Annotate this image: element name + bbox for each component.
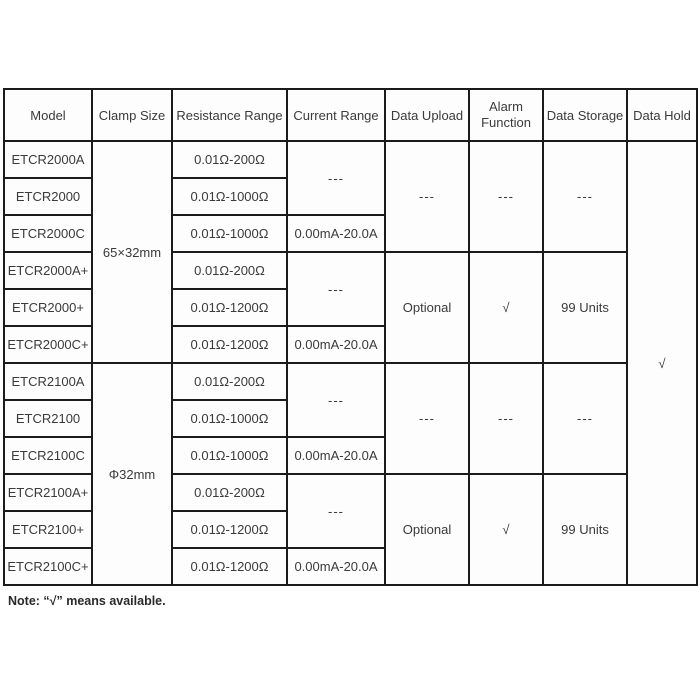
model-cell: ETCR2100C+ xyxy=(4,548,92,585)
model-cell: ETCR2000C+ xyxy=(4,326,92,363)
alarm-function-cell: √ xyxy=(469,252,543,363)
header-data-hold: Data Hold xyxy=(627,89,697,141)
data-storage-cell: --- xyxy=(543,363,627,474)
alarm-function-cell: √ xyxy=(469,474,543,585)
header-resistance-range: Resistance Range xyxy=(172,89,287,141)
resistance-cell: 0.01Ω-1200Ω xyxy=(172,548,287,585)
resistance-cell: 0.01Ω-1200Ω xyxy=(172,511,287,548)
current-range-cell: --- xyxy=(287,474,385,548)
clamp-size-cell: Φ32mm xyxy=(92,363,172,585)
current-range-cell: 0.00mA-20.0A xyxy=(287,326,385,363)
data-storage-cell: 99 Units xyxy=(543,252,627,363)
resistance-cell: 0.01Ω-200Ω xyxy=(172,252,287,289)
current-range-cell: 0.00mA-20.0A xyxy=(287,215,385,252)
current-range-cell: 0.00mA-20.0A xyxy=(287,548,385,585)
model-cell: ETCR2000A xyxy=(4,141,92,178)
resistance-cell: 0.01Ω-200Ω xyxy=(172,363,287,400)
model-cell: ETCR2000A+ xyxy=(4,252,92,289)
availability-note: Note: “√” means available. xyxy=(8,594,166,608)
model-cell: ETCR2100+ xyxy=(4,511,92,548)
model-cell: ETCR2000 xyxy=(4,178,92,215)
model-cell: ETCR2100A+ xyxy=(4,474,92,511)
current-range-cell: --- xyxy=(287,363,385,437)
clamp-size-cell: 65×32mm xyxy=(92,141,172,363)
data-upload-cell: Optional xyxy=(385,252,469,363)
model-cell: ETCR2100A xyxy=(4,363,92,400)
data-upload-cell: --- xyxy=(385,141,469,252)
data-storage-cell: --- xyxy=(543,141,627,252)
table-row xyxy=(4,363,697,400)
data-storage-cell: 99 Units xyxy=(543,474,627,585)
header-row xyxy=(4,89,697,141)
data-hold-cell: √ xyxy=(627,141,697,585)
current-range-cell: 0.00mA-20.0A xyxy=(287,437,385,474)
data-upload-cell: --- xyxy=(385,363,469,474)
resistance-cell: 0.01Ω-200Ω xyxy=(172,141,287,178)
resistance-cell: 0.01Ω-1200Ω xyxy=(172,326,287,363)
table-row xyxy=(4,141,697,178)
header-model: Model xyxy=(4,89,92,141)
model-cell: ETCR2000+ xyxy=(4,289,92,326)
model-cell: ETCR2100C xyxy=(4,437,92,474)
header-clamp-size: Clamp Size xyxy=(92,89,172,141)
model-cell: ETCR2100 xyxy=(4,400,92,437)
header-data-storage: Data Storage xyxy=(543,89,627,141)
current-range-cell: --- xyxy=(287,141,385,215)
resistance-cell: 0.01Ω-1000Ω xyxy=(172,437,287,474)
model-cell: ETCR2000C xyxy=(4,215,92,252)
header-current-range: Current Range xyxy=(287,89,385,141)
resistance-cell: 0.01Ω-1000Ω xyxy=(172,178,287,215)
current-range-cell: --- xyxy=(287,252,385,326)
header-data-upload: Data Upload xyxy=(385,89,469,141)
resistance-cell: 0.01Ω-1000Ω xyxy=(172,400,287,437)
alarm-function-cell: --- xyxy=(469,141,543,252)
spec-table xyxy=(3,88,698,586)
resistance-cell: 0.01Ω-1200Ω xyxy=(172,289,287,326)
data-upload-cell: Optional xyxy=(385,474,469,585)
resistance-cell: 0.01Ω-200Ω xyxy=(172,474,287,511)
resistance-cell: 0.01Ω-1000Ω xyxy=(172,215,287,252)
header-alarm-function: Alarm Function xyxy=(469,89,543,141)
alarm-function-cell: --- xyxy=(469,363,543,474)
